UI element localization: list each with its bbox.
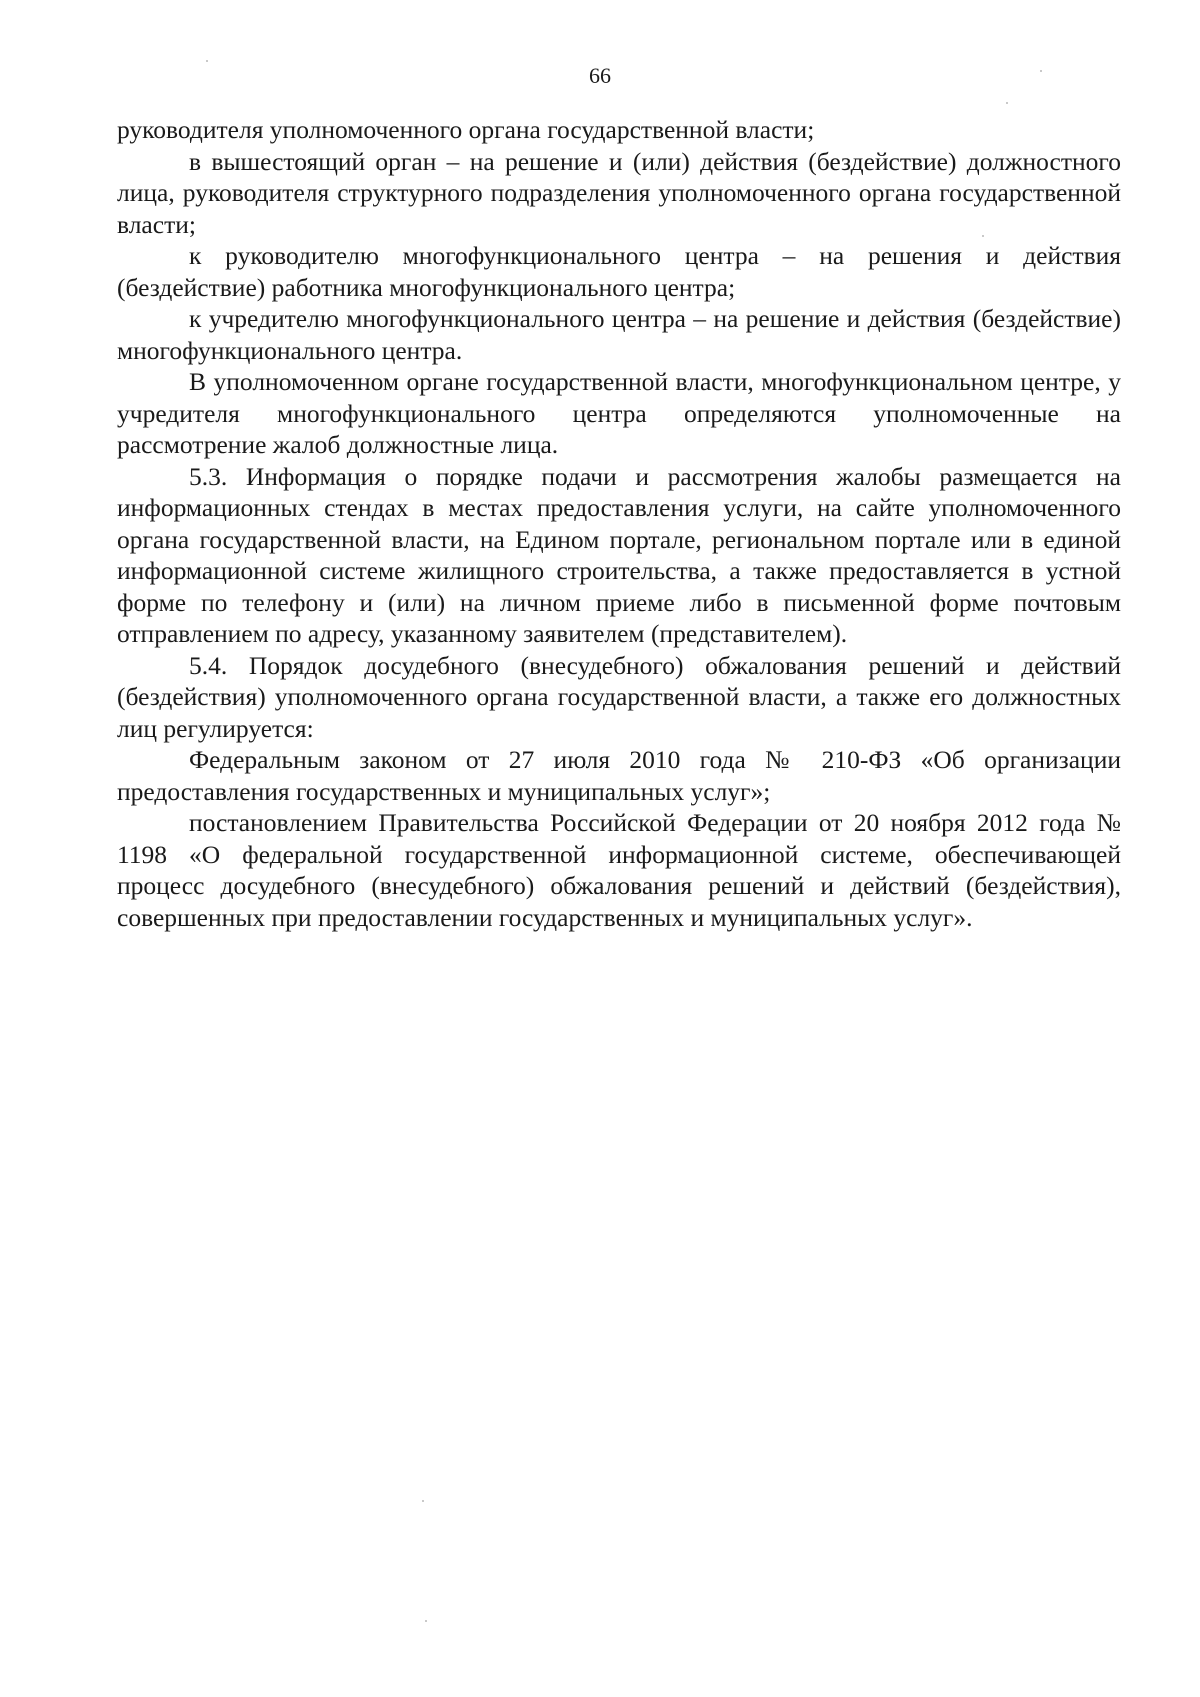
- paragraph-mfc-founder: к учредителю многофункционального центра – на решение и действия (бездействие) многофункционального центра.: [117, 304, 1121, 365]
- paragraph-government-decree: постановлением Правительства Российской Федерации от 20 ноября 2012 года № 1198 «О федеральной государственной информационной системе, обеспечивающей процесс досудебного (внесудебного) обжалования решений и действий (бездействия), совершенных при предоставлении государственных и муниципальных услуг».: [117, 808, 1121, 932]
- scan-speck: [422, 1500, 424, 1502]
- paragraph-federal-law: Федеральным законом от 27 июля 2010 года № 210-ФЗ «Об организации предоставления государственных и муниципальных услуг»;: [117, 745, 1121, 806]
- paragraph-authorized-officials: В уполномоченном органе государственной власти, многофункциональном центре, у учредителя многофункционального центра определяются уполномоченные на рассмотрение жалоб должностные лица.: [117, 367, 1121, 459]
- paragraph-5-4: 5.4. Порядок досудебного (внесудебного) обжалования решений и действий (бездействия) уполномоченного органа государственной власти, а также его должностных лиц регулируется:: [117, 650, 1121, 743]
- paragraph-mfc-head: к руководителю многофункционального центра – на решения и действия (бездействие) работника многофункционального центра;: [117, 241, 1121, 302]
- document-body: [117, 114, 1121, 933]
- paragraph-continuation: руководителя уполномоченного органа государственной власти;: [117, 115, 815, 144]
- paragraph-higher-authority: в вышестоящий орган – на решение и (или) действия (бездействие) должностного лица, руководителя структурного подразделения уполномоченного органа государственной власти;: [117, 146, 1121, 239]
- scan-speck: [1006, 102, 1008, 104]
- scan-speck: [425, 1620, 427, 1622]
- scan-speck: [982, 235, 984, 237]
- paragraph-5-3: 5.3. Информация о порядке подачи и рассмотрения жалобы размещается на информационных стендах в местах предоставления услуги, на сайте уполномоченного органа государственной власти, на Едином портале, региональном портале или в единой информационной системе жилищного строительства, а также предоставляется в устной форме по телефону и (или) на личном приеме либо в письменной форме почтовым отправлением по адресу, указанному заявителем (представителем).: [117, 461, 1121, 648]
- scan-speck: [1040, 70, 1042, 72]
- page-number: 66: [589, 63, 611, 88]
- scan-speck: [206, 60, 208, 62]
